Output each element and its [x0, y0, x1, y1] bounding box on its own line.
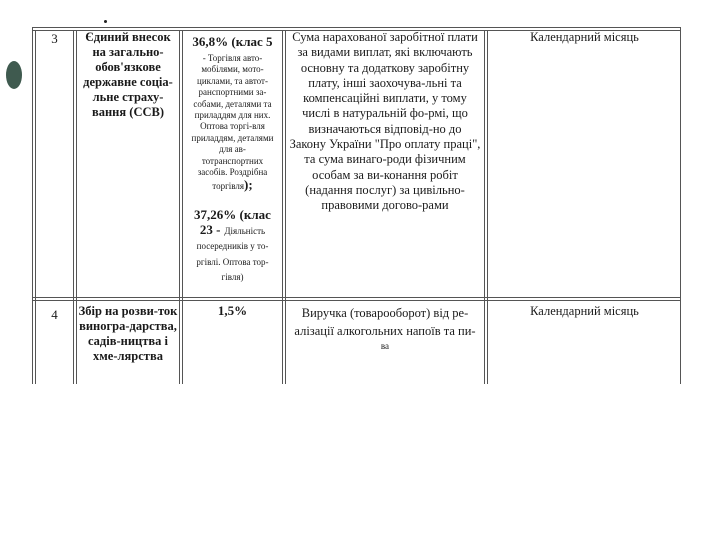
- row-4-number: 4: [51, 307, 58, 322]
- row-3-tax-base: Сума нарахованої заробітної плати за видами виплат, які включають основну та додаткову заробітну плату, інші заохочува-льні та компенсаційні виплати, у тому числі в натуральній фо-рмі, що визначаються відповід-но до Закону України "Про оплату праці", та сума винаго-роди фізичним особам за ви-конання робіт (надання послуг) за цивільно-правовими догово-рами: [289, 30, 481, 213]
- row-3-rate-2-block: [183, 207, 282, 284]
- row-3-rate-1-tail: [183, 178, 282, 192]
- row-3-period: Календарний місяць: [530, 30, 639, 44]
- row-4-rate: 1,5%: [217, 303, 248, 318]
- row-4-tax-base-cell: [287, 304, 483, 352]
- row-3-rate-cell: [183, 34, 282, 284]
- row-3-rate-1-tail-end: );: [244, 177, 253, 193]
- row-4-tax-base: Виручка (товарооборот) від ре-алізації алкогольних напоїв та пи-: [294, 306, 476, 338]
- row-4-tax-name: Збір на розви-ток виногра-дарства, садів-ництва і хме-лярства: [78, 304, 178, 363]
- tax-table: [32, 27, 681, 384]
- slide-bullet-icon: [6, 61, 22, 89]
- row-4-tax-base-small: ва: [380, 341, 390, 351]
- row-3-rate-2: 37,26% (клас 23 -: [194, 206, 271, 237]
- row-3-rate-1: 36,8% (клас 5: [192, 34, 273, 49]
- row-3-rate-2-note: Діяльність посередників у то-ргівлі. Оптова тор-гівля): [196, 225, 269, 283]
- row-4-period: Календарний місяць: [530, 304, 639, 318]
- row-3-tax-name: Єдиний внесок на загально-обов'язкове державне соціа-льне страху-вання (ССВ): [83, 30, 173, 119]
- row-3-number: 3: [51, 31, 58, 46]
- row-3-rate-1-note: - Торгівля авто-мобілями, мото-циклами, та автот-ранспортними за-собами, деталями та приладдям для них. Оптова торгі-вля приладдям, деталями для ав-тотранспортних засобів. Роздрібна: [191, 53, 274, 178]
- row-3-rate-1-tail-small: торгівля: [212, 181, 245, 192]
- stray-dot: [104, 20, 107, 23]
